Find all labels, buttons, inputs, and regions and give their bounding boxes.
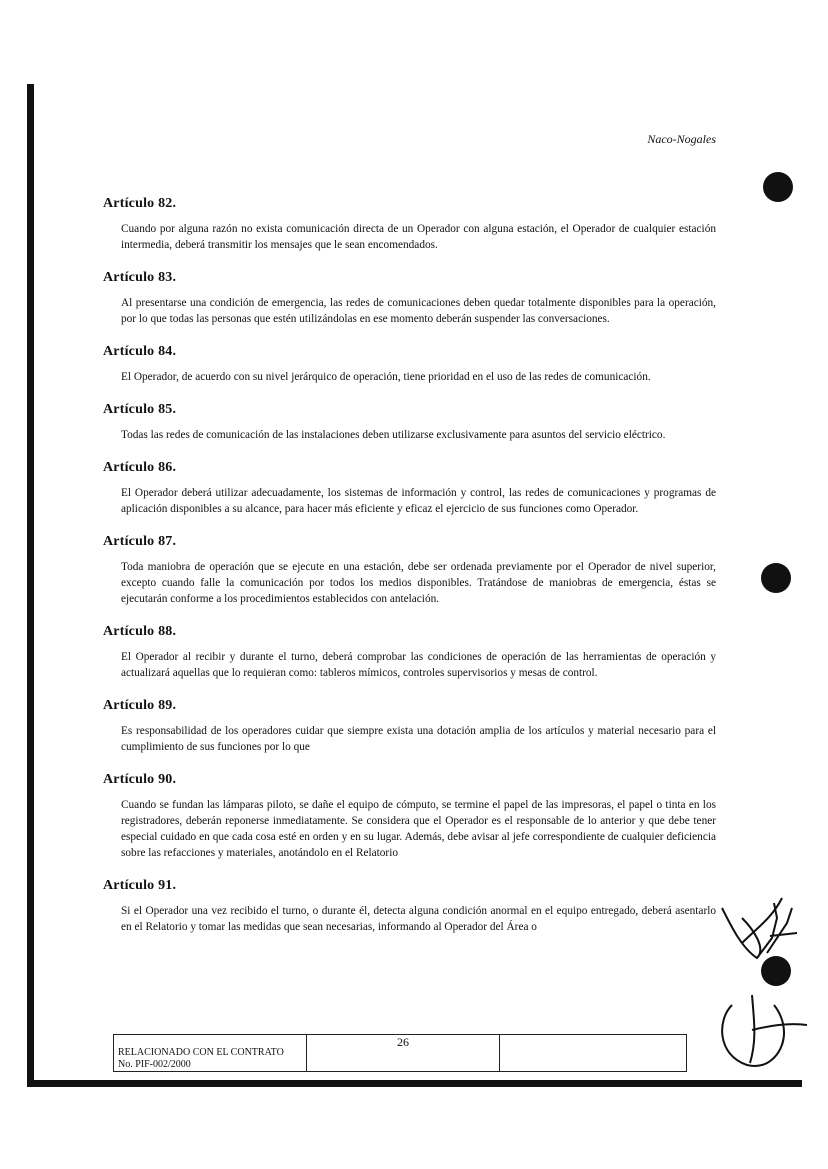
signature-initials-lower — [712, 985, 812, 1075]
article-heading: Artículo 87. — [103, 534, 177, 549]
article-body: Cuando por alguna razón no exista comunicación directa de un Operador con alguna estación, el Operador de cualquier estación intermedia, deberá transmitir los mensajes que le sean encomendados. — [121, 223, 716, 251]
punch-hole-top — [763, 172, 793, 202]
article-heading: Artículo 86. — [103, 460, 177, 475]
article-body: Es responsabilidad de los operadores cuidar que siempre exista una dotación amplia de los artículos y material necesario para el cumplimiento de sus funciones por lo que — [121, 725, 716, 753]
article-heading: Artículo 84. — [103, 344, 177, 359]
article-88 — [103, 624, 716, 681]
article-body: El Operador, de acuerdo con su nivel jerárquico de operación, tiene prioridad en el uso de las redes de comunicación. — [121, 371, 651, 383]
article-body: Si el Operador una vez recibido el turno, o durante él, detecta alguna condición anormal en el equipo entregado, deberá asentarlo en el Relatorio y tomar las medidas que sean necesarias, informando al Operador del Área o — [121, 905, 716, 933]
article-body: Todas las redes de comunicación de las instalaciones deben utilizarse exclusivamente para asuntos del servicio eléctrico. — [121, 429, 666, 441]
article-heading: Artículo 85. — [103, 402, 177, 417]
article-body: Toda maniobra de operación que se ejecute en una estación, debe ser ordenada previamente por el Operador de nivel superior, excepto cuando falle la comunicación por todos los medios disponibles. Tratándose de maniobras de emergencia, éstas se ejecutarán conforme a los procedimientos establecidos con antelación. — [121, 561, 716, 605]
article-86 — [103, 460, 716, 517]
article-body: Cuando se fundan las lámparas piloto, se dañe el equipo de cómputo, se termine el papel de las impresoras, el papel o tinta en los registradores, deberán reponerse inmediatamente. Se considera que el Operador es el responsable de lo anterior y que debe tener especial cuidado en que cada cosa esté en orden y en su lugar. Además, debe avisar al jefe correspondiente de cualquier deficiencia sobre las refacciones y materiales, anotándolo en el Relatorio — [121, 799, 716, 859]
article-90 — [103, 772, 716, 861]
header-title: Naco-Nogales — [647, 132, 716, 146]
article-heading: Artículo 88. — [103, 624, 177, 639]
article-body: El Operador deberá utilizar adecuadamente, los sistemas de información y control, las redes de comunicaciones y programas de aplicación disponibles a su alcance, para hacer más eficiente y eficaz el ejercicio de sus funciones como Operador. — [121, 487, 716, 515]
article-82 — [103, 196, 716, 253]
scan-border-left — [27, 84, 34, 1080]
page-number: 26 — [397, 1035, 409, 1049]
article-89 — [103, 698, 716, 755]
article-84 — [103, 344, 716, 385]
page-number-cell — [307, 1035, 500, 1072]
contract-cell — [114, 1035, 307, 1072]
article-85 — [103, 402, 716, 443]
contract-number: No. PIF-002/2000 — [118, 1059, 191, 1070]
article-heading: Artículo 82. — [103, 196, 177, 211]
punch-hole-middle — [761, 563, 791, 593]
footer-blank-cell — [500, 1035, 687, 1072]
article-body: Al presentarse una condición de emergencia, las redes de comunicaciones deben quedar totalmente disponibles para la operación, por lo que todas las personas que estén utilizándolas en ese momento deberán suspender las conversaciones. — [121, 297, 716, 325]
contract-label: RELACIONADO CON EL CONTRATO — [118, 1047, 284, 1058]
footer-table — [113, 1034, 687, 1072]
articles-list — [103, 196, 716, 952]
signature-initials-upper — [712, 888, 812, 978]
document-header — [647, 132, 716, 147]
article-91 — [103, 878, 716, 935]
article-heading: Artículo 89. — [103, 698, 177, 713]
article-heading: Artículo 90. — [103, 772, 177, 787]
article-heading: Artículo 91. — [103, 878, 177, 893]
article-83 — [103, 270, 716, 327]
article-87 — [103, 534, 716, 607]
article-heading: Artículo 83. — [103, 270, 177, 285]
article-body: El Operador al recibir y durante el turno, deberá comprobar las condiciones de operación de las herramientas de operación y actualizará aquellas que lo requieran como: tableros mímicos, controles supervisorios y mesas de control. — [121, 651, 716, 679]
scan-border-bottom — [27, 1080, 802, 1087]
